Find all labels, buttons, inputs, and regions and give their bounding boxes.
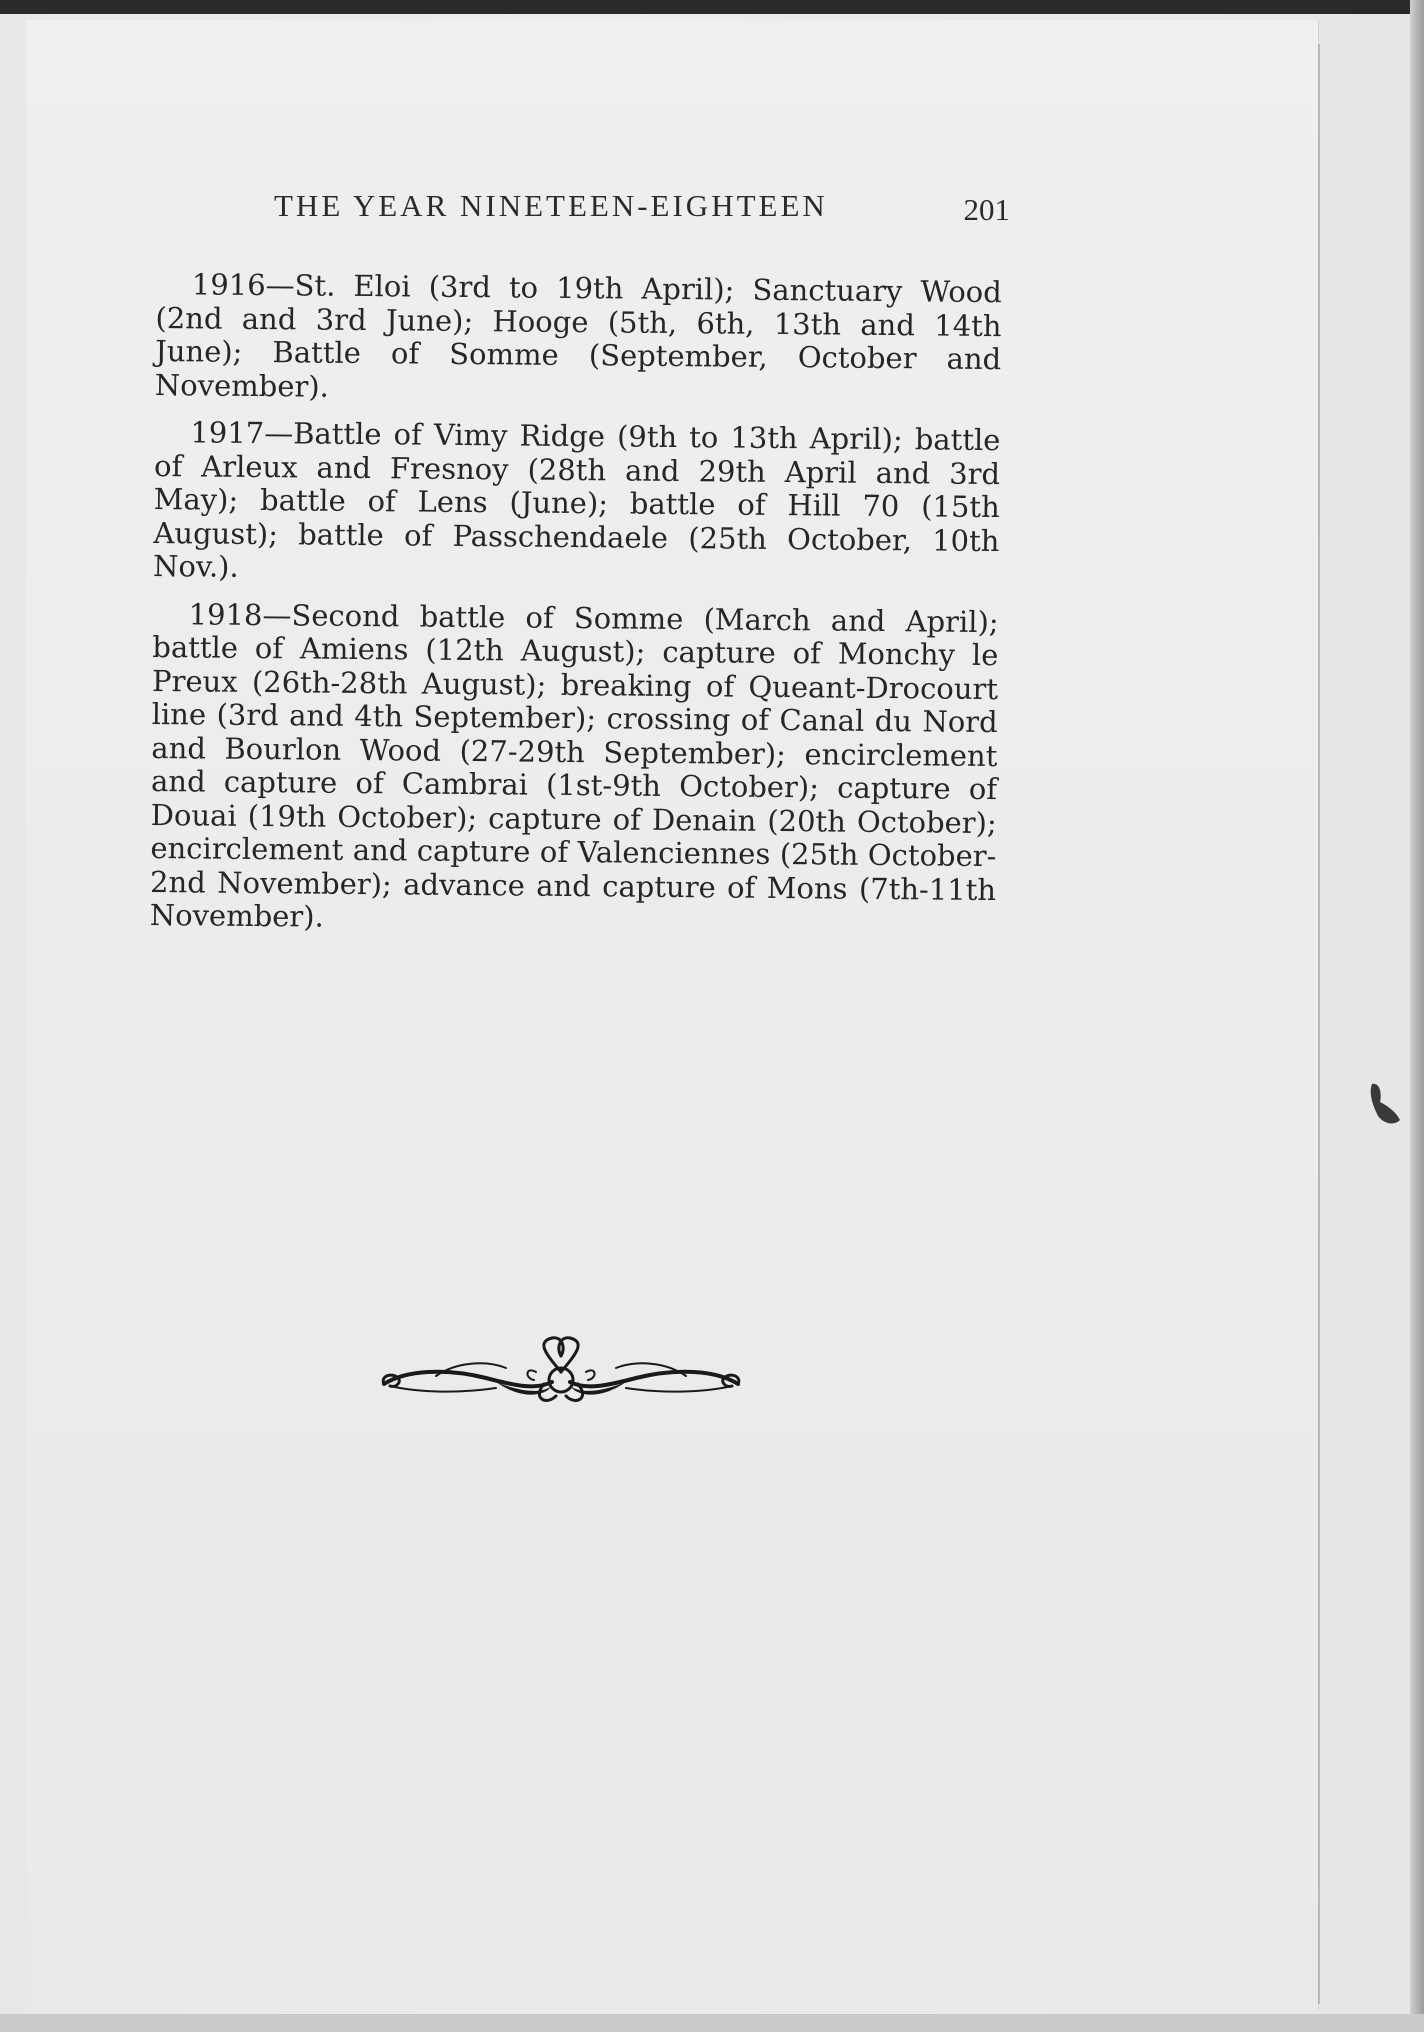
- ink-smudge: [1366, 1080, 1406, 1130]
- page-header: [270, 188, 1010, 228]
- paragraph-1918: 1918—Second battle of Somme (March and April); battle of Amiens (12th August); capture of Monchy le Preux (26th-28th August); breaking of Queant-Drocourt line (3rd and 4th September); crossing of Canal du Nord and Bourlon Wood (27-29th September); encirclement and capture of Cambrai (1st-9th October); capture of Douai (19th October); capture of Denain (20th October); encirclement and capture of Valenciennes (25th October-2nd November); advance and capture of Mons (7th-11th November).: [149, 596, 999, 934]
- scan-right-edge: [1410, 0, 1424, 2032]
- scan-bottom-edge: [0, 2014, 1424, 2032]
- page-fold-line: [1318, 44, 1320, 2004]
- scan-top-border: [0, 0, 1424, 14]
- running-title: THE YEAR NINETEEN-EIGHTEEN: [274, 188, 828, 223]
- floral-scroll-ornament-icon: [376, 1332, 746, 1412]
- paragraph-1916: 1916—St. Eloi (3rd to 19th April); Sanctuary Wood (2nd and 3rd June); Hooge (5th, 6th, 13th and 14th June); Battle of Somme (September, October and November).: [154, 267, 1002, 404]
- body-text: [149, 268, 1001, 955]
- page-number: 201: [963, 192, 1010, 227]
- paragraph-1917: 1917—Battle of Vimy Ridge (9th to 13th April); battle of Arleux and Fresnoy (28th and 29th April and 3rd May); battle of Lens (June); battle of Hill 70 (15th August); battle of Passchendaele (25th October, 10th Nov.).: [152, 415, 1001, 584]
